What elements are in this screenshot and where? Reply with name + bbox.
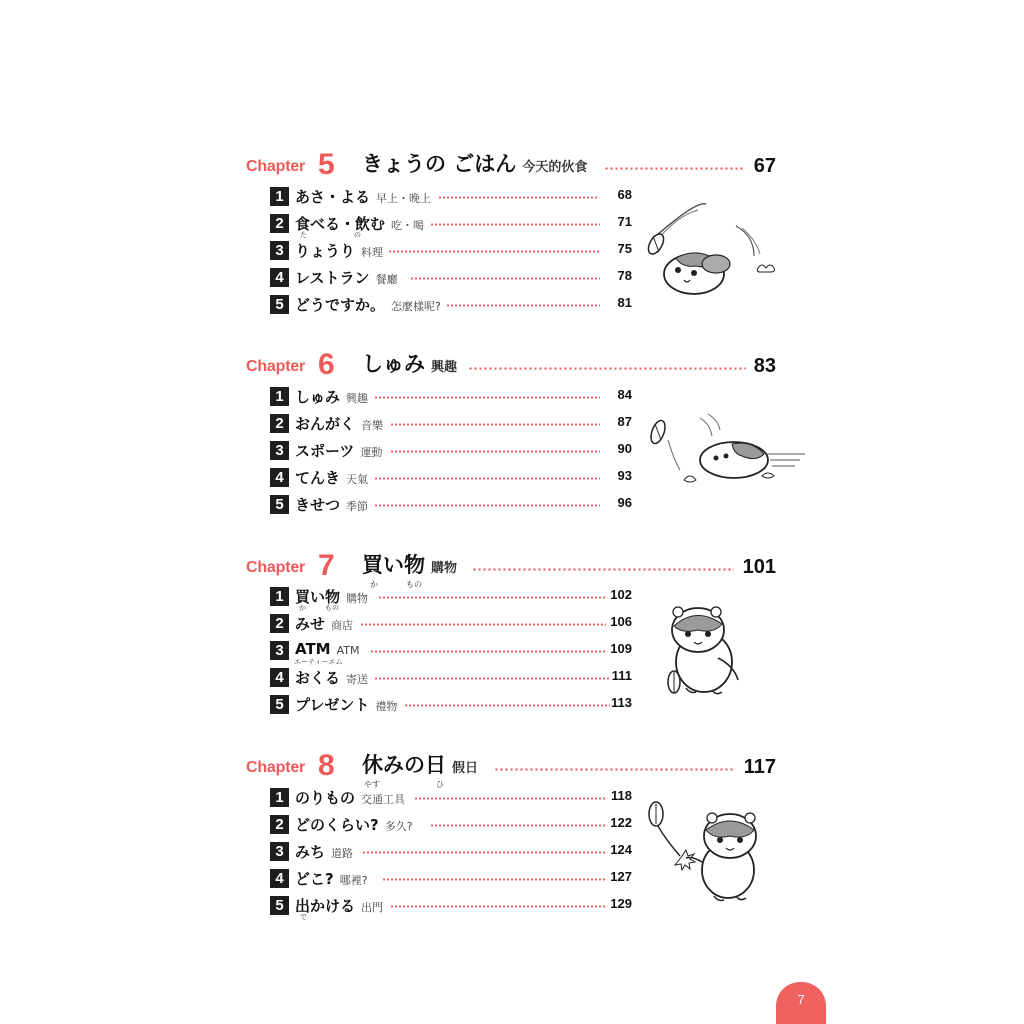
item-page: 109 <box>610 641 632 656</box>
item-page: 78 <box>617 268 632 283</box>
item-number-box: 1 <box>270 788 289 807</box>
item-title: どのくらい? 多久? <box>295 816 413 834</box>
dot-leader <box>390 450 600 453</box>
item-translation: 天氣 <box>346 473 369 486</box>
toc-item[interactable] <box>270 639 632 666</box>
item-translation: 興趣 <box>346 392 369 405</box>
item-translation: 交通工具 <box>361 793 406 806</box>
item-title: りょうり 料理 <box>295 242 384 260</box>
item-translation: 早上・晚上 <box>376 192 432 205</box>
ruby-text: やす <box>364 780 380 789</box>
item-page: 75 <box>617 241 632 256</box>
item-translation: 商店 <box>331 619 354 632</box>
ruby-text: ひ <box>436 780 444 789</box>
item-title: スポーツ 運動 <box>295 442 383 460</box>
chapter-label: Chapter <box>246 358 306 375</box>
page-number-tab <box>776 982 826 1024</box>
toc-item[interactable] <box>270 786 632 808</box>
item-translation: ATM <box>336 644 360 657</box>
item-translation: 多久? <box>384 820 413 833</box>
dot-leader <box>390 905 606 908</box>
dot-leader <box>388 250 600 253</box>
item-title: きせつ 季節 <box>295 496 369 514</box>
item-number-box: 5 <box>270 495 289 514</box>
item-translation: 寄送 <box>346 673 369 686</box>
item-title: みち 道路 <box>295 843 354 861</box>
chapter-page: 67 <box>753 155 776 177</box>
dot-leader <box>430 223 600 226</box>
item-page: 118 <box>611 788 632 803</box>
chapter-subtitle: 購物 <box>431 561 458 576</box>
page-number: 7 <box>797 992 805 1007</box>
toc-item[interactable] <box>270 293 632 315</box>
item-translation: 購物 <box>346 592 369 605</box>
dot-leader <box>410 277 600 280</box>
toc-item[interactable] <box>270 212 632 239</box>
item-title: ATM ATM <box>295 640 360 658</box>
dot-leader <box>604 167 744 170</box>
dot-leader <box>378 596 606 599</box>
dot-leader <box>374 504 600 507</box>
dot-leader <box>374 677 610 680</box>
item-page: 93 <box>617 468 632 483</box>
item-translation: 季節 <box>346 500 369 513</box>
item-page: 84 <box>617 387 632 402</box>
item-title: しゅみ 興趣 <box>295 388 369 406</box>
chapter-page: 83 <box>753 355 776 377</box>
chapter-8-header[interactable] <box>246 743 776 789</box>
item-page: 127 <box>610 869 632 884</box>
item-page: 124 <box>610 842 632 857</box>
toc-item[interactable] <box>270 239 632 261</box>
chapter-subtitle: 假日 <box>452 761 479 776</box>
ruby-text: か <box>299 604 306 612</box>
dot-leader <box>362 851 606 854</box>
chapter-title: きょうの ごはん 今天的伙食 <box>362 152 588 176</box>
item-translation: 哪裡? <box>339 874 368 887</box>
chapter-number: 8 <box>318 749 335 782</box>
item-translation: 出門 <box>361 901 384 914</box>
item-translation: 音樂 <box>361 419 384 432</box>
item-title: みせ 商店 <box>295 615 354 633</box>
hamster-diving-illustration <box>636 196 786 306</box>
chapter-title: 休みの日 假日 <box>362 753 479 777</box>
chapter-6-header[interactable] <box>246 342 776 382</box>
item-number-box: 2 <box>270 815 289 834</box>
item-translation: 吃・喝 <box>391 219 425 232</box>
dot-leader <box>446 304 600 307</box>
toc-item[interactable] <box>270 439 632 461</box>
chapter-title: 買い物 購物 <box>362 553 458 577</box>
item-number-box: 4 <box>270 869 289 888</box>
item-page: 87 <box>617 414 632 429</box>
ruby-text: の <box>354 231 361 239</box>
item-number-box: 1 <box>270 587 289 606</box>
dot-leader <box>360 623 606 626</box>
chapter-subtitle: 今天的伙食 <box>522 160 588 175</box>
chapter-5-header[interactable] <box>246 142 776 182</box>
item-page: 71 <box>617 214 632 229</box>
item-translation: 禮物 <box>375 700 398 713</box>
dot-leader <box>370 650 606 653</box>
item-page: 106 <box>610 614 632 629</box>
toc-item[interactable] <box>270 840 632 862</box>
item-title: 買い物 購物 <box>295 588 369 606</box>
hamster-standing-illustration <box>656 600 766 700</box>
ruby-text: もの <box>325 604 339 612</box>
dot-leader <box>414 797 606 800</box>
item-title: のりもの 交通工具 <box>295 789 406 807</box>
dot-leader <box>390 423 600 426</box>
dot-leader <box>382 878 606 881</box>
ruby-text: もの <box>406 580 422 589</box>
item-page: 68 <box>617 187 632 202</box>
item-title: 食べる・飲む 吃・喝 <box>295 215 425 233</box>
item-page: 102 <box>610 587 632 602</box>
chapter-label: Chapter <box>246 559 306 576</box>
dot-leader <box>494 768 734 771</box>
toc-item[interactable] <box>270 585 632 612</box>
item-title: 出かける 出門 <box>295 897 384 915</box>
toc-item[interactable] <box>270 693 632 715</box>
toc-item[interactable] <box>270 185 632 207</box>
item-number-box: 2 <box>270 614 289 633</box>
item-page: 122 <box>610 815 632 830</box>
item-title: てんき 天氣 <box>295 469 369 487</box>
item-page: 129 <box>610 896 632 911</box>
ruby-text: た <box>300 231 307 239</box>
dot-leader <box>438 196 598 199</box>
item-number-box: 5 <box>270 896 289 915</box>
item-title: おくる 寄送 <box>295 669 369 687</box>
dot-leader <box>374 477 600 480</box>
chapter-title: しゅみ 興趣 <box>362 352 458 376</box>
ruby-text: で <box>300 913 307 921</box>
chapter-page: 101 <box>742 556 776 578</box>
item-translation: 怎麼樣呢? <box>391 300 441 313</box>
dot-leader <box>472 568 734 571</box>
item-number-box: 3 <box>270 441 289 460</box>
item-title: プレゼント 禮物 <box>295 696 398 714</box>
item-number-box: 3 <box>270 641 289 660</box>
item-number-box: 2 <box>270 414 289 433</box>
item-title: あさ・よる 早上・晚上 <box>295 188 432 206</box>
item-number-box: 3 <box>270 241 289 260</box>
item-translation: 道路 <box>331 847 354 860</box>
toc-item[interactable] <box>270 412 632 434</box>
item-number-box: 3 <box>270 842 289 861</box>
ruby-text: か <box>370 580 378 589</box>
chapter-number: 5 <box>318 148 335 181</box>
toc-item[interactable] <box>270 894 632 921</box>
toc-item[interactable] <box>270 266 632 288</box>
item-page: 111 <box>611 668 632 683</box>
toc-item[interactable] <box>270 466 632 488</box>
chapter-number: 6 <box>318 348 335 381</box>
item-page: 96 <box>617 495 632 510</box>
hamster-sliding-illustration <box>640 410 810 500</box>
item-translation: 餐廳 <box>375 273 398 286</box>
item-number-box: 1 <box>270 387 289 406</box>
item-title: レストラン 餐廳 <box>295 269 398 287</box>
hamster-swinging-illustration <box>640 800 780 910</box>
toc-item[interactable] <box>270 666 632 688</box>
item-page: 90 <box>617 441 632 456</box>
item-number-box: 5 <box>270 695 289 714</box>
item-page: 81 <box>617 295 632 310</box>
item-title: どうですか。 怎麼樣呢? <box>295 296 441 314</box>
item-translation: 料理 <box>361 246 384 259</box>
toc-item[interactable] <box>270 867 632 889</box>
dot-leader <box>468 367 746 370</box>
toc-item[interactable] <box>270 813 632 835</box>
item-number-box: 1 <box>270 187 289 206</box>
item-translation: 運動 <box>360 446 383 459</box>
chapter-label: Chapter <box>246 158 306 175</box>
item-number-box: 2 <box>270 214 289 233</box>
toc-item[interactable] <box>270 385 632 407</box>
item-number-box: 4 <box>270 268 289 287</box>
item-page: 113 <box>611 695 632 710</box>
chapter-label: Chapter <box>246 759 306 776</box>
toc-item[interactable] <box>270 493 632 515</box>
item-number-box: 4 <box>270 468 289 487</box>
item-number-box: 4 <box>270 668 289 687</box>
dot-leader <box>374 396 600 399</box>
item-title: どこ? 哪裡? <box>295 870 368 888</box>
chapter-page: 117 <box>743 756 776 778</box>
chapter-subtitle: 興趣 <box>431 360 458 375</box>
dot-leader <box>430 824 606 827</box>
chapter-number: 7 <box>318 549 335 582</box>
dot-leader <box>404 704 610 707</box>
chapter-7-header[interactable] <box>246 543 776 589</box>
item-title: おんがく 音樂 <box>295 415 384 433</box>
ruby-text: エーティーエム <box>294 658 343 666</box>
toc-item[interactable] <box>270 612 632 634</box>
item-number-box: 5 <box>270 295 289 314</box>
